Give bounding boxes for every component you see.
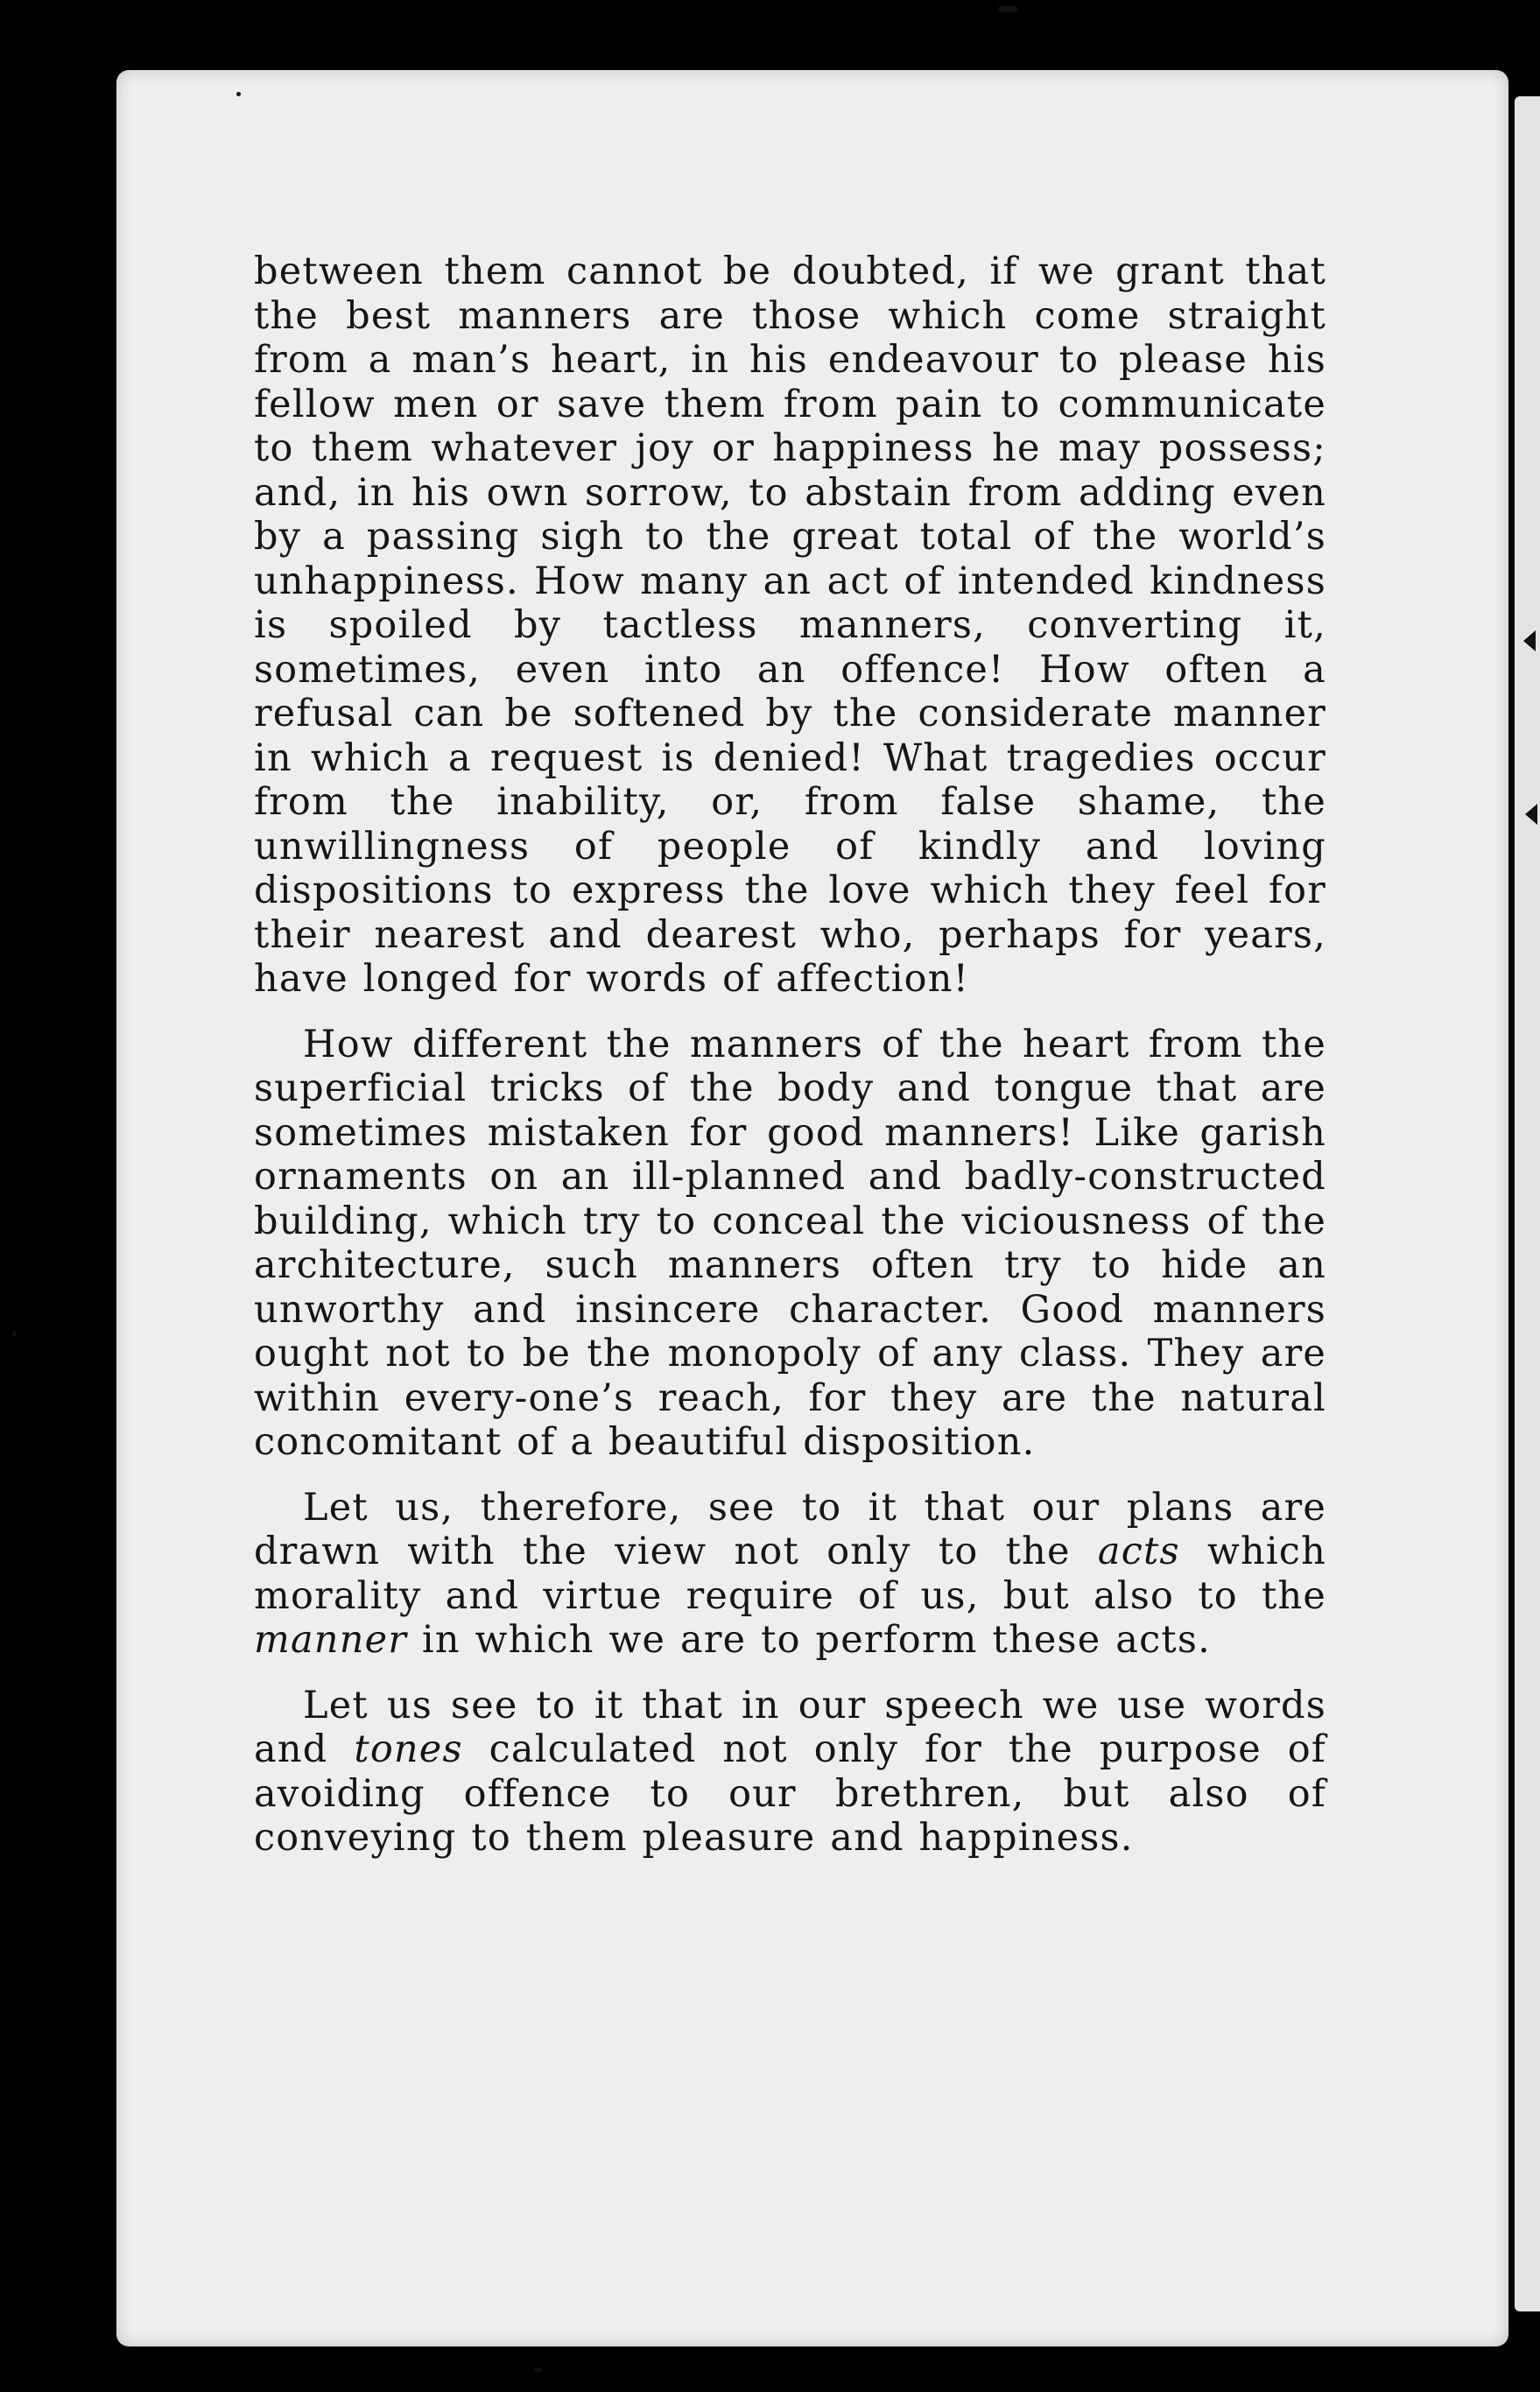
text-segment: in which we are to perform these acts.	[407, 1618, 1212, 1662]
scan-speck	[12, 1331, 17, 1337]
adjacent-page-edge	[1515, 96, 1540, 2311]
italic-text-segment: manner	[254, 1618, 408, 1662]
scan-speck	[534, 2367, 543, 2372]
body-text	[254, 250, 1326, 1882]
paragraph	[254, 1023, 1326, 1465]
italic-text-segment: acts	[1097, 1530, 1180, 1573]
paragraph	[254, 250, 1326, 1002]
paragraph	[254, 1486, 1326, 1663]
text-segment: Let us, therefore, see to it that our plans are drawn with the view not only to the	[254, 1485, 1326, 1573]
text-segment: between them cannot be doubted, if we grant that the best manners are those which come straight from a man’s heart, in his endeavour to please his fellow men or save them from pain to communicate to them whatever joy or happiness he may possess; and, in his own sorrow, to abstain from adding even by a passing sigh to the great total of the world’s unhappiness. How many an act of intended kindness is spoiled by tactless manners, converting it, sometimes, even into an offence! How often a refusal can be softened by the considerate manner in which a request is denied! What tragedies occur from the inability, or, from false shame, the unwillingness of people of kindly and loving dispositions to express the love which they feel for their nearest and dearest who, perhaps for years, have longed for words of affection!	[254, 250, 1326, 1001]
scan-speck	[998, 5, 1017, 12]
italic-text-segment: tones	[354, 1727, 463, 1771]
text-segment: How different the manners of the heart from the superficial tricks of the body and tongue that are sometimes mistaken for good manners! Like garish ornaments on an ill-planned and badly-constructed building, which try to conceal the viciousness of the architecture, such manners often try to hide an unworthy and insincere character. Good manners ought not to be the monopoly of any class. They are within every-one’s reach, for they are the natural concomitant of a beautiful disposition.	[254, 1022, 1326, 1464]
edge-arrow-mark	[1525, 804, 1537, 825]
text-segment: Let us see to it that in our speech we use words and	[254, 1683, 1326, 1771]
paragraph	[254, 1684, 1326, 1861]
edge-arrow-mark	[1523, 630, 1536, 651]
scan-speck	[236, 92, 241, 96]
text-segment: calculated not only for the purpose of avoiding offence to our brethren, but also of conveying to them pleasure and happiness.	[254, 1727, 1326, 1860]
text-segment: which morality and virtue require of us, but also to the	[254, 1530, 1326, 1618]
